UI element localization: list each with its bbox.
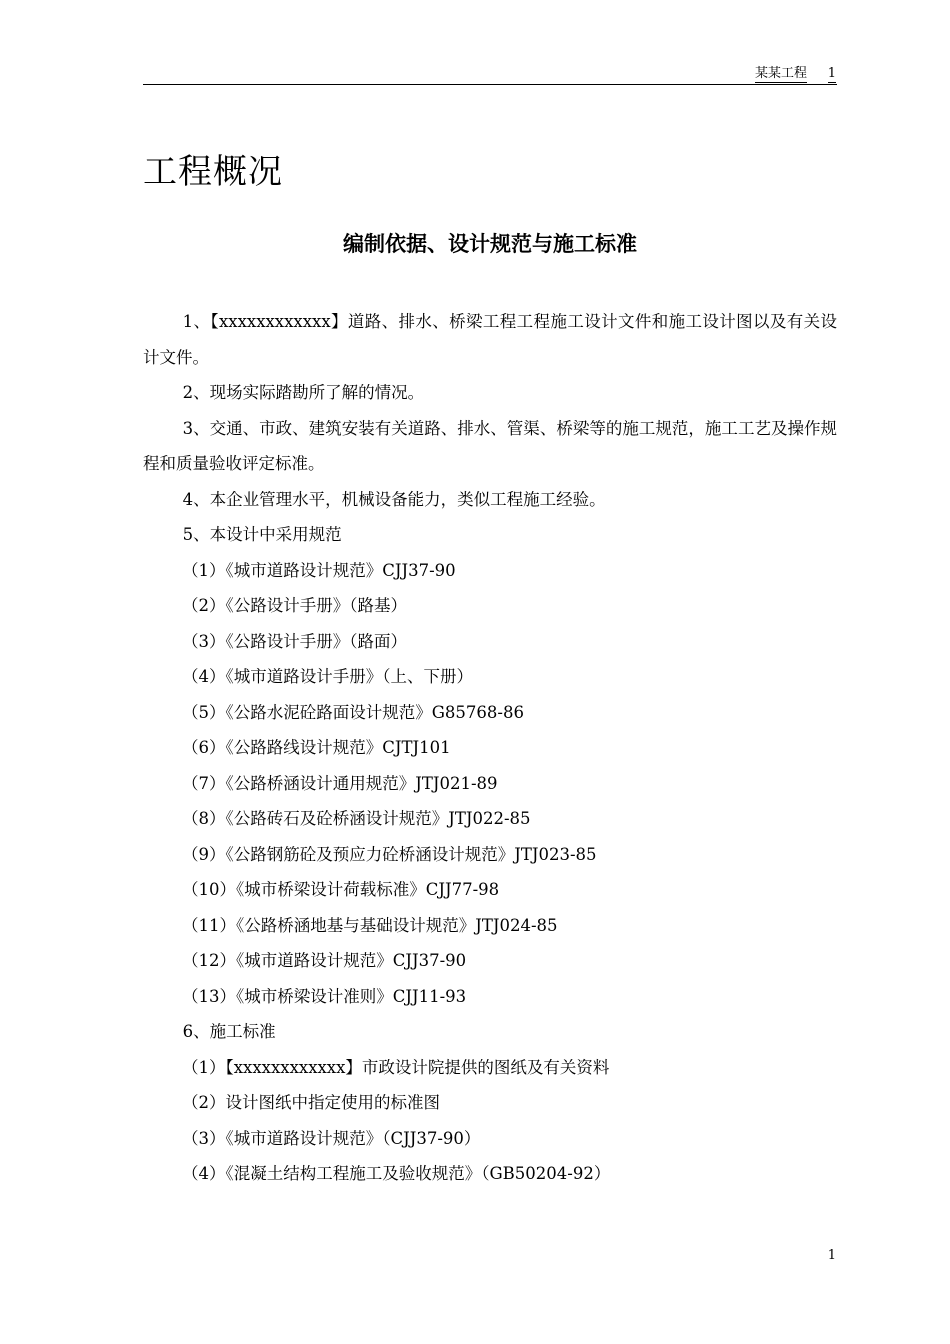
document-title: 工程概况 [143,152,283,192]
page-header [143,64,837,85]
standards-heading: 6、施工标准 [182,1022,276,1041]
design-code-item: （11）《公路桥涵地基与基础设计规范》JTJ024-85 [182,915,558,935]
paragraph: 5、本设计中采用规范 [182,525,342,544]
design-code-item: （10）《城市桥梁设计荷载标准》CJJ77-98 [182,880,500,899]
design-code-item: （5）《公路水泥砼路面设计规范》G85768-86 [182,702,524,722]
design-code-item: （1）《城市道路设计规范》CJJ37-90 [182,560,456,580]
section-title: 编制依据、设计规范与施工标准 [343,232,637,256]
document-body [143,304,837,1192]
design-code-item: （12）《城市道路设计规范》CJJ37-90 [182,951,467,970]
design-code-item: （7）《公路桥涵设计通用规范》JTJ021-89 [182,773,498,793]
design-code-item: （4）《城市道路设计手册》（上、下册） [182,667,473,686]
design-code-item: （8）《公路砖石及砼桥涵设计规范》JTJ022-85 [182,809,531,828]
paragraph: 2、现场实际踏勘所了解的情况。 [182,383,425,402]
construction-standard-item: （1）【xxxxxxxxxxxx】市政设计院提供的图纸及有关资料 [182,1057,610,1077]
design-code-item: （6）《公路路线设计规范》CJTJ101 [182,738,451,757]
design-code-item: （2）《公路设计手册》（路基） [182,596,407,615]
paragraph: 1、【xxxxxxxxxxxx】道路、排水、桥梁工程工程施工设计文件和施工设计图以及有关设计文件。 [143,312,837,367]
paragraph: 3、交通、市政、建筑安装有关道路、排水、管渠、桥梁等的施工规范，施工工艺及操作规程和质量验收评定标准。 [143,418,837,473]
header-title: 某某工程 [754,66,807,81]
construction-standard-item: （2）设计图纸中指定使用的标准图 [182,1093,440,1112]
design-code-item: （3）《公路设计手册》（路面） [182,631,407,651]
design-code-item: （13）《城市桥梁设计准则》CJJ11-93 [182,986,467,1006]
design-code-item: （9）《公路钢筋砼及预应力砼桥涵设计规范》JTJ023-85 [182,844,597,864]
construction-standard-item: （3）《城市道路设计规范》（CJJ37-90） [182,1128,481,1148]
construction-standard-item: （4）《混凝土结构工程施工及验收规范》（GB50204-92） [182,1164,611,1183]
header-page-number: 1 [827,66,836,81]
paragraph: 4、本企业管理水平，机械设备能力，类似工程施工经验。 [182,489,606,509]
footer-page-number: 1 [827,1248,836,1263]
